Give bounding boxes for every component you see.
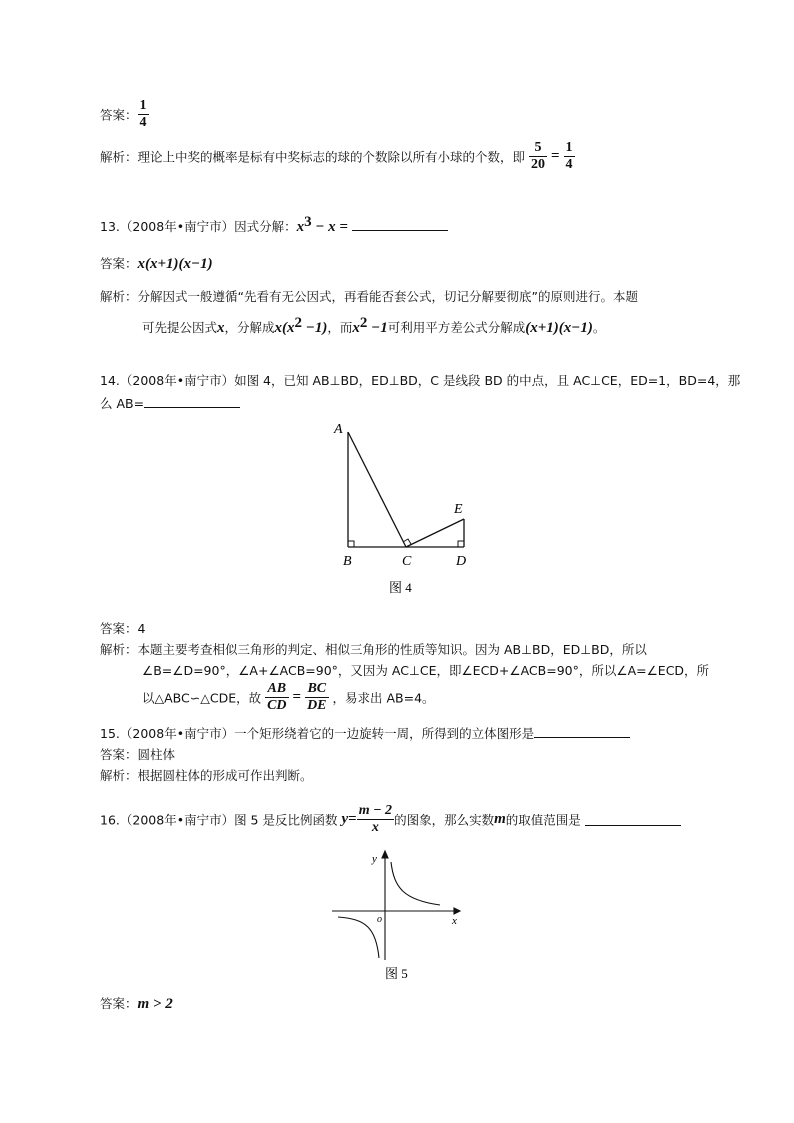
q16-suffix: 的取值范围是 [505, 812, 581, 828]
q13-expr-exp: 3 [304, 214, 312, 230]
q14-line2-text: 么 AB= [100, 396, 145, 411]
q12-answer-line [100, 98, 149, 131]
q13-text-b: ，分解成 [224, 320, 275, 336]
origin-label: o [377, 914, 382, 925]
figure-4 [320, 415, 490, 600]
q16-answer: m > 2 [137, 996, 173, 1012]
q14-analysis-line3 [142, 681, 435, 714]
q14-equals: = [292, 689, 302, 705]
q16-func-y: y [341, 811, 349, 827]
q13-answer-line [100, 254, 213, 273]
q16-var-m: m [494, 811, 506, 827]
q13-prefix: 13.（2008年•南宁市）因式分解： [100, 219, 297, 235]
q16-middle: 的图象，那么实数 [394, 812, 495, 828]
q14-text-similar: 以△ABC∽△CDE，故 [142, 690, 262, 706]
q15-answer-label: 答案： [100, 747, 138, 762]
q12-analysis-line [100, 140, 575, 173]
q15-answer-line [100, 745, 175, 763]
q12-fraction-1-4: $\frac{1}{4}$ [565, 140, 573, 172]
q13-question [100, 214, 448, 236]
q16-question [100, 803, 681, 836]
q16-fraction: $\frac{m - 2}{x}$ [358, 803, 393, 835]
q13-analysis-line2 [142, 315, 605, 337]
q12-analysis-label: 解析： [100, 149, 138, 165]
label-d: D [456, 554, 467, 569]
label-a: A [334, 422, 343, 437]
q13-analysis-text1: 分解因式一般遵循“先看有无公因式，再看能否套公式，切记分解要彻底”的原则进行。本题 [137, 289, 638, 304]
q13-math-x: x [217, 320, 225, 337]
right-angle-b [348, 541, 354, 547]
q13-text-e: 。 [592, 320, 606, 336]
q16-equals: = [348, 811, 357, 827]
q13-analysis-label: 解析： [100, 289, 138, 304]
label-b: B [343, 554, 352, 569]
q13-math-3: (x+1)(x−1) [525, 320, 593, 337]
q15-answer: 圆柱体 [137, 747, 176, 762]
q14-analysis-line1 [100, 640, 647, 658]
q14-fraction-bc-de: $\frac{BC}{DE}$ [307, 681, 327, 713]
q15-question-text: 15.（2008年•南宁市）一个矩形绕着它的一边旋转一周，所得到的立体图形是 [100, 726, 535, 741]
segment-ac [348, 432, 406, 547]
q13-answer-label: 答案： [100, 256, 138, 271]
q14-answer: 4 [137, 621, 146, 636]
q16-answer-line [100, 994, 173, 1013]
q12-answer-label: 答案： [100, 107, 138, 123]
q15-analysis-text: 根据圆柱体的形成可作出判断。 [137, 768, 313, 783]
label-e: E [454, 502, 463, 517]
q13-math-1exp: 2 [294, 315, 303, 331]
q13-analysis-line1 [100, 287, 638, 305]
q13-text-c: ，而 [327, 320, 353, 336]
q14-answer-label: 答案： [100, 621, 138, 636]
y-axis-arrow [382, 851, 388, 858]
label-c: C [402, 554, 412, 569]
q16-answer-label: 答案： [100, 996, 138, 1011]
figure-4-caption: 图 4 [389, 580, 412, 595]
q13-expr-rest: − x = [311, 219, 348, 236]
q14-question-line2 [100, 394, 240, 412]
q14-question-line1: 14.（2008年•南宁市）如图 4，已知 AB⊥BD，ED⊥BD，C 是线段 BD 的中点，且 AC⊥CE，ED=1，BD=4，那 [100, 373, 741, 388]
q13-math-2a: x [352, 320, 360, 337]
right-angle-d [458, 541, 464, 547]
figure-5-caption: 图 5 [385, 966, 408, 981]
figure-5 [330, 848, 470, 988]
q16-answer-blank[interactable] [585, 813, 681, 826]
y-axis-label: y [372, 853, 377, 865]
q14-fraction-ab-cd: $\frac{AB}{CD}$ [267, 681, 287, 713]
q14-analysis-text1: 本题主要考查相似三角形的判定、相似三角形的性质等知识。因为 AB⊥BD，ED⊥BD，所以 [137, 642, 647, 657]
q16-prefix: 16.（2008年•南宁市）图 5 是反比例函数 [100, 812, 338, 828]
q12-analysis-text: 理论上中奖的概率是标有中奖标志的球的个数除以所有小球的个数，即 [137, 149, 526, 165]
q13-math-1a: x(x [274, 320, 295, 337]
q13-expr-x: x [296, 219, 305, 236]
q13-answer-blank[interactable] [352, 218, 448, 231]
curve-third-quadrant [338, 917, 379, 958]
q14-answer-line [100, 619, 145, 637]
q12-equals: = [551, 148, 560, 164]
q13-answer: x(x+1)(x−1) [137, 256, 213, 272]
segment-ce [406, 519, 464, 547]
q14-analysis-label: 解析： [100, 642, 138, 657]
q14-analysis-line2: ∠B=∠D=90°，∠A+∠ACB=90°，又因为 AC⊥CE，即∠ECD+∠ACB=90°，所以∠A=∠ECD，所 [142, 663, 710, 678]
q15-question [100, 724, 630, 742]
q13-math-2b: −1 [367, 320, 388, 337]
q15-analysis-label: 解析： [100, 768, 138, 783]
q13-math-2exp: 2 [359, 315, 368, 331]
q15-analysis-line [100, 766, 313, 784]
q13-text-a: 可先提公因式 [142, 320, 218, 336]
q12-answer-fraction: $\frac{1}{4}$ [139, 98, 147, 130]
q13-math-1b: −1) [302, 320, 328, 337]
q12-fraction-5-20: $\frac{5}{20}$ [531, 140, 546, 172]
q15-answer-blank[interactable] [534, 725, 630, 738]
x-axis-arrow [454, 908, 460, 914]
curve-first-quadrant [391, 862, 440, 905]
x-axis-label: x [452, 915, 457, 927]
q14-text-result: ，易求出 AB=4。 [332, 690, 435, 706]
q13-text-d: 可利用平方差公式分解成 [387, 320, 526, 336]
q14-answer-blank[interactable] [144, 395, 240, 408]
